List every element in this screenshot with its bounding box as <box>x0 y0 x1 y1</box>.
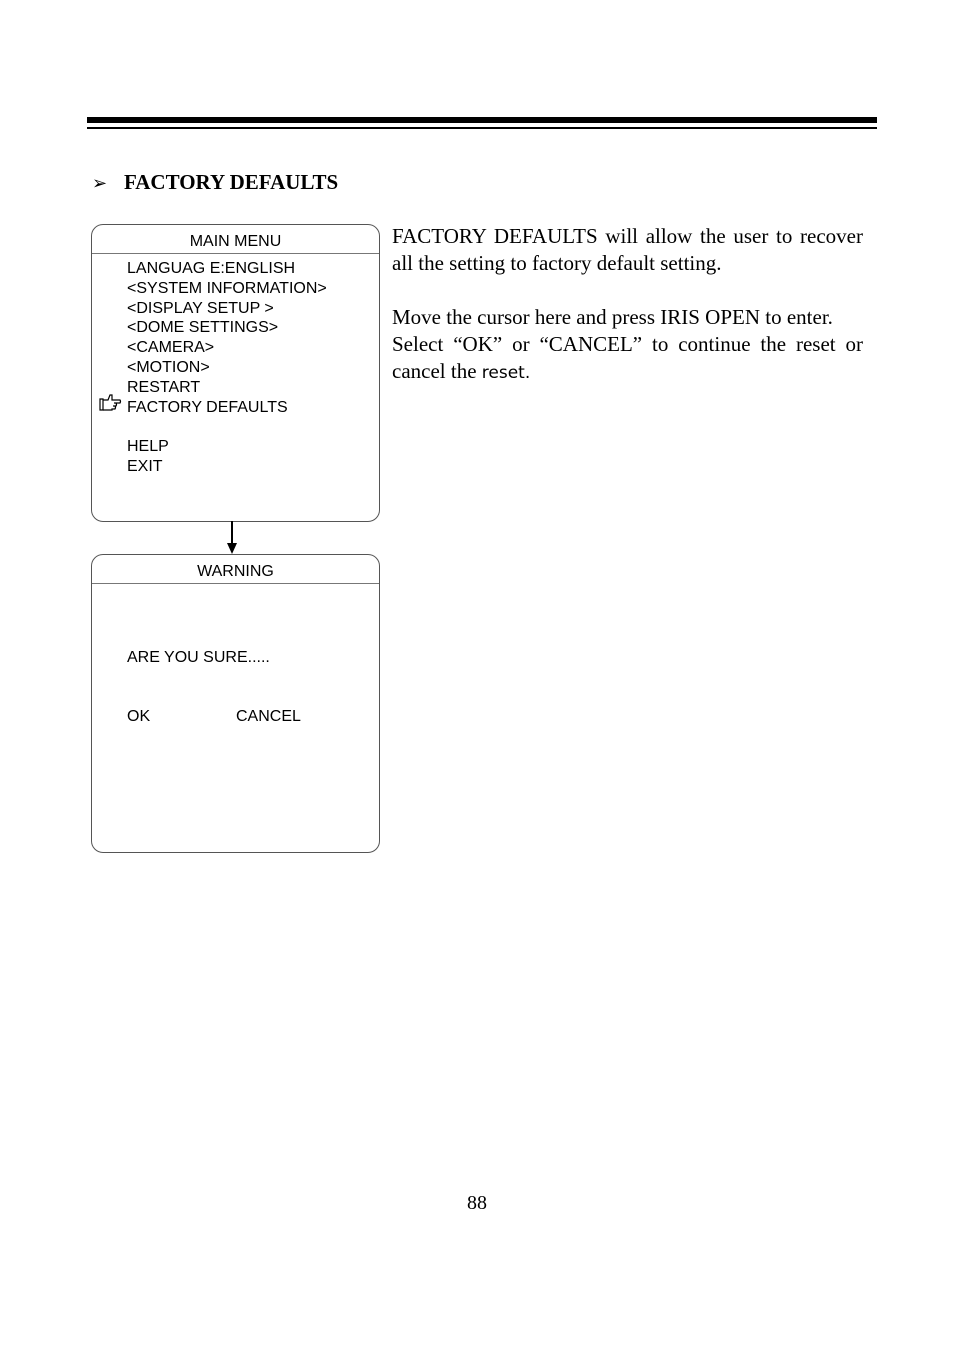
down-arrow-icon <box>222 521 242 555</box>
menu-item-motion[interactable]: <MOTION> <box>127 358 210 376</box>
menu-item-help[interactable]: HELP <box>127 438 169 456</box>
page-number: 88 <box>467 1192 487 1214</box>
menu-item-exit[interactable]: EXIT <box>127 457 163 475</box>
menu-item-dome-settings[interactable]: <DOME SETTINGS> <box>127 319 279 337</box>
description-para-3-tail: reset. <box>481 363 531 383</box>
header-rule-thick <box>87 117 877 123</box>
ok-option[interactable]: OK <box>127 708 151 725</box>
section-heading <box>92 170 338 195</box>
main-menu-list <box>127 259 327 477</box>
main-menu-panel <box>91 224 380 522</box>
header-rule-thin <box>87 127 877 129</box>
menu-item-camera[interactable]: <CAMERA> <box>127 339 215 357</box>
cancel-option[interactable]: CANCEL <box>236 708 301 725</box>
warning-title: WARNING <box>92 555 379 584</box>
description-para-3-main: Select “OK” or “CANCEL” to continue the reset or cancel the <box>392 332 863 383</box>
description-text <box>392 223 863 387</box>
arrowhead-bullet-icon: ➢ <box>92 173 108 193</box>
pointing-hand-icon <box>98 392 122 412</box>
menu-item-language[interactable]: LANGUAG E:ENGLISH <box>127 260 296 277</box>
warning-menu-panel <box>91 554 380 853</box>
menu-item-factory-defaults[interactable]: FACTORY DEFAULTS <box>127 398 288 416</box>
menu-item-display-setup[interactable]: <DISPLAY SETUP > <box>127 299 274 317</box>
description-para-1: FACTORY DEFAULTS will allow the user to recover all the setting to factory default setting. <box>392 224 863 275</box>
menu-item-restart[interactable]: RESTART <box>127 378 201 396</box>
main-menu-title: MAIN MENU <box>92 225 379 254</box>
warning-message: ARE YOU SURE..... <box>127 649 270 666</box>
description-para-3 <box>392 331 863 387</box>
menu-spacer <box>127 417 327 437</box>
section-title: FACTORY DEFAULTS <box>124 170 339 194</box>
description-para-2: Move the cursor here and press IRIS OPEN to enter. <box>392 305 833 329</box>
menu-item-system-information[interactable]: <SYSTEM INFORMATION> <box>127 279 327 297</box>
